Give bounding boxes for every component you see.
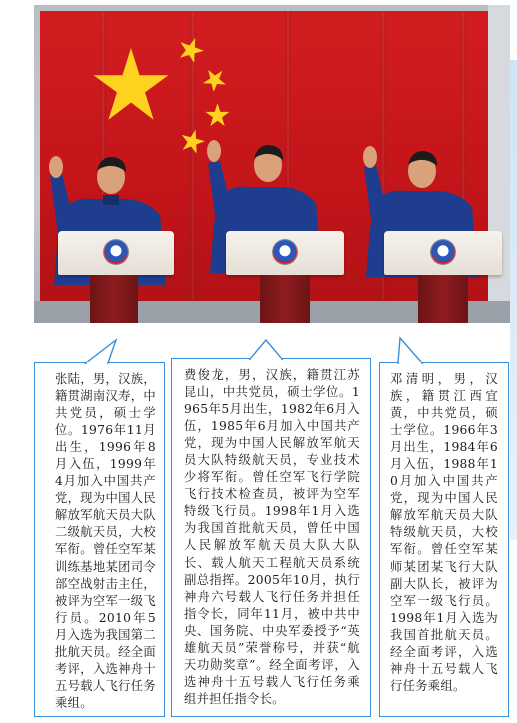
mission-emblem-icon bbox=[431, 240, 455, 264]
bio-box-right bbox=[379, 362, 509, 717]
large-star-icon bbox=[92, 47, 170, 123]
small-star-icon bbox=[178, 37, 204, 62]
callout-pointer-right bbox=[392, 336, 432, 364]
small-star-icon bbox=[203, 68, 227, 91]
callout-pointer-left bbox=[84, 338, 124, 364]
podium-left bbox=[58, 231, 174, 323]
podium-middle bbox=[226, 231, 344, 323]
small-star-icon bbox=[180, 129, 205, 153]
podium-right bbox=[384, 231, 502, 323]
press-conference-photo bbox=[34, 5, 510, 323]
bio-box-middle bbox=[171, 358, 371, 717]
mission-emblem-icon bbox=[273, 240, 297, 264]
bio-text-left: 张陆，男，汉族，籍贯湖南汉寿，中共党员，硕士学位。1976年11月出生，1996年8月入伍，1999年4月加入中国共产党，现为中国人民解放军航天员大队二级航天员，大校军衔。曾任空军某训练基地某团司令部空战射击主任，被评为空军一级飞行员。2010年5月入选为我国第二批航天员。经全面考评，入选神舟十五号载人飞行任务乘组。 bbox=[55, 372, 156, 710]
mission-emblem-icon bbox=[104, 240, 128, 264]
callout-pointer-middle bbox=[248, 338, 284, 360]
bio-text-right: 邓清明，男，汉族，籍贯江西宜黄，中共党员，硕士学位。1966年3月出生，1984年6月入伍，1988年10月加入中国共产党，现为中国人民解放军航天员大队特级航天员，大校军衔。曾任空军某师某团某飞行大队副大队长，被评为空军一级飞行员。1998年1月入选为我国首批航天员。经全面考评，入选神舟十五号载人飞行任务乘组。 bbox=[390, 372, 498, 693]
bio-box-left bbox=[34, 362, 165, 717]
bio-text-middle: 费俊龙，男，汉族，籍贯江苏昆山，中共党员，硕士学位。1965年5月出生，1982年6月入伍，1985年6月加入中国共产党，现为中国人民解放军航天员大队特级航天员，专业技术少将军衔。曾任空军飞行学院飞行技术检查员，被评为空军特级飞行员。1998年1月入选为我国首批航天员，曾任中国人民解放军航天员大队大队长、载人航天工程航天员系统副总指挥。2005年10月，执行神舟六号载人飞行任务并担任指令长，同年11月，被中共中央、国务院、中央军委授予“英雄航天员”荣誉称号，并获“航天功勋奖章”。经全面考评，入选神舟十五号载人飞行任务乘组并担任指令长。 bbox=[184, 368, 360, 706]
page-edge-strip bbox=[510, 60, 517, 540]
small-star-icon bbox=[205, 103, 230, 127]
